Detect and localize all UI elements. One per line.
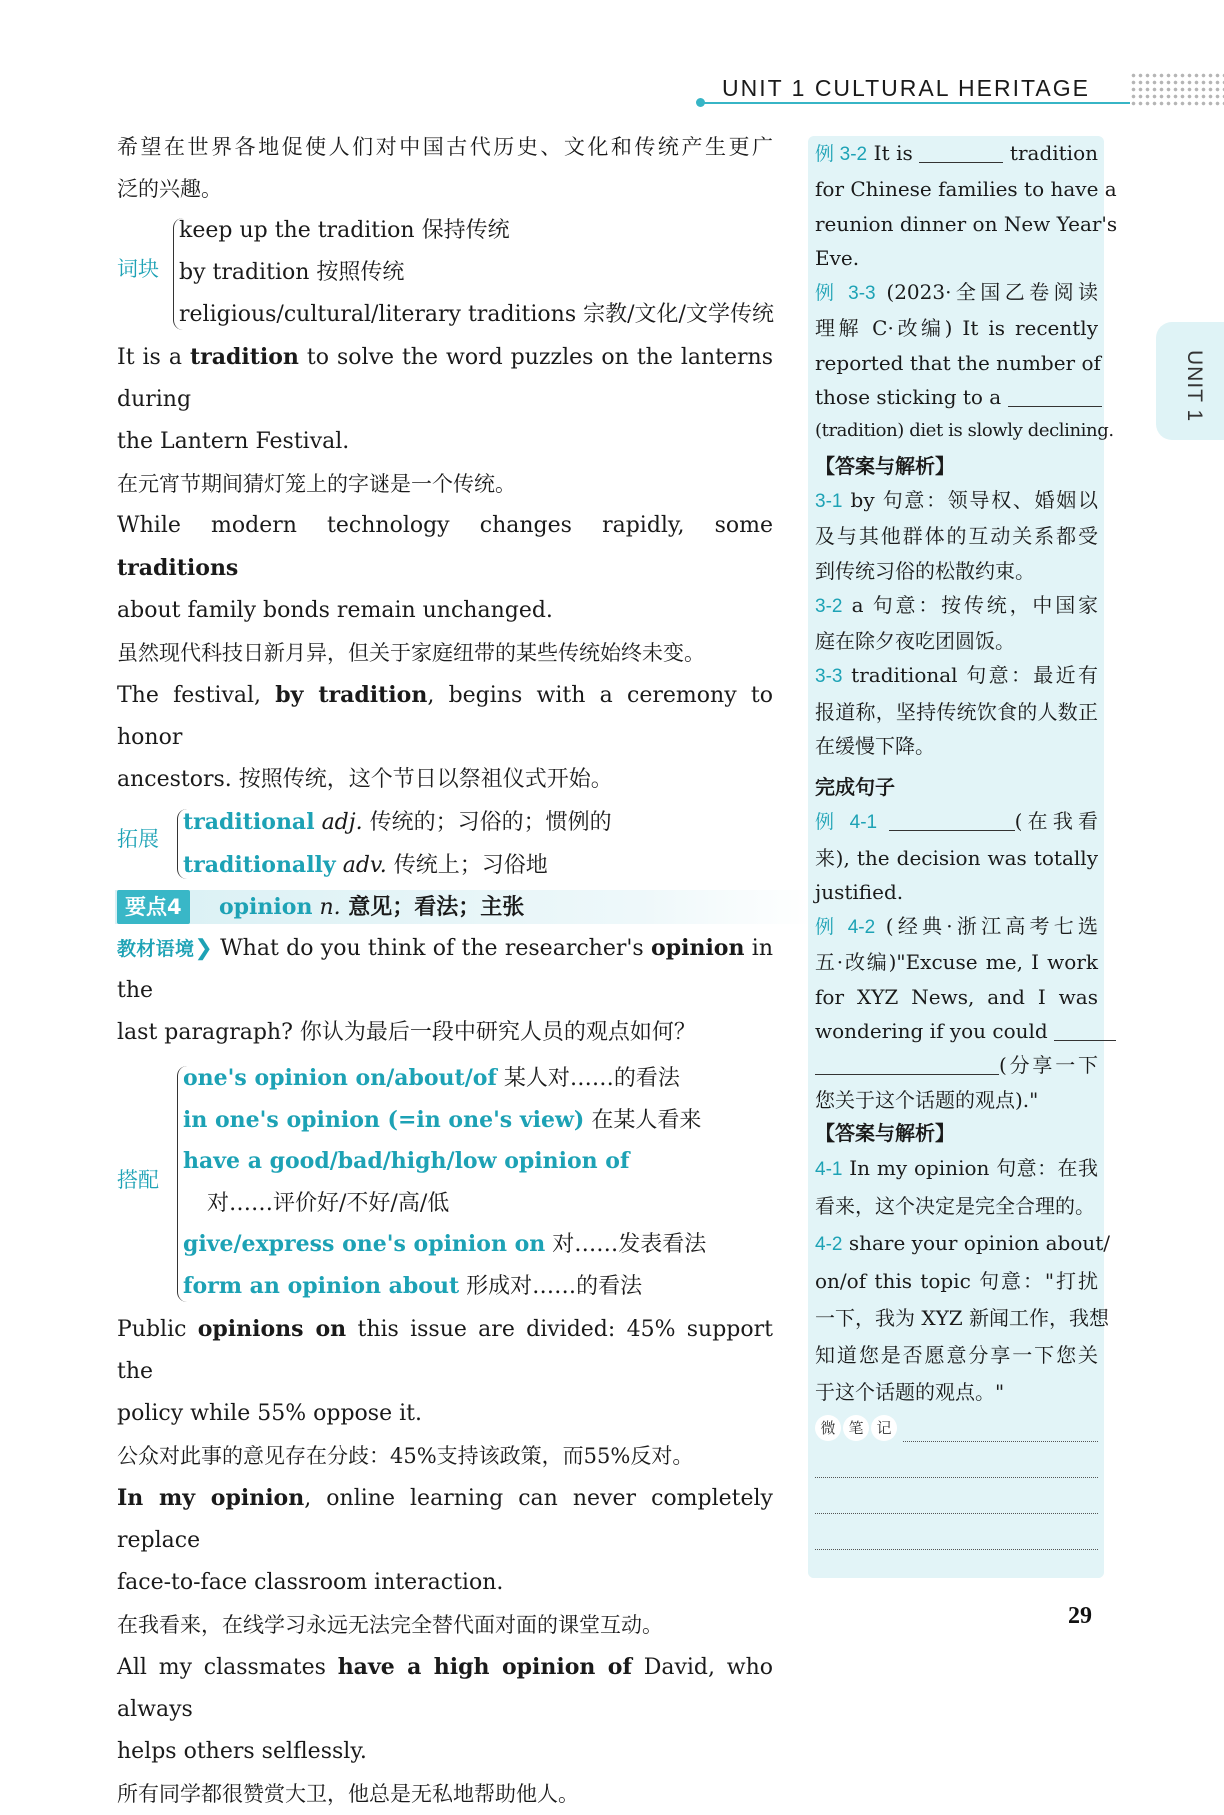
notes-line[interactable] (815, 1549, 1098, 1550)
dapei-item-3-meaning: 对……评价好/不好/高/低 (207, 1190, 450, 1216)
tuozhan-label: 拓展 (117, 827, 159, 851)
example-2-translation: 虽然现代科技日新月异，但关于家庭纽带的某些传统始终未变。 (117, 641, 705, 665)
notes-char: 记 (871, 1415, 897, 1441)
text: (经典·浙江高考七选 (885, 914, 1098, 939)
notes-char: 笔 (843, 1415, 869, 1441)
ciku-block (117, 210, 773, 336)
context-line-2: last paragraph? 你认为最后一段中研究人员的观点如何？ (117, 1020, 696, 1045)
context-line-1 (117, 927, 773, 1012)
intro-line-2: 泛的兴趣。 (117, 177, 222, 201)
keyword: opinions on (197, 1316, 347, 1342)
tuozhan-item-1 (183, 801, 773, 844)
dapei-item-3 (183, 1141, 773, 1183)
exercise-3-2-line-2: for Chinese families to have a (815, 177, 1117, 202)
text: traditional 句意：最近有 (851, 663, 1098, 688)
dapei-item-5 (183, 1266, 773, 1308)
context-label: 教材语境 (117, 938, 195, 960)
key-point-heading (117, 887, 773, 927)
answer-box-2 (808, 1112, 1111, 1578)
answer-4-2-line-3: 一下，我为 XYZ 新闻工作，我想 (815, 1306, 1110, 1331)
text: It is a (117, 345, 190, 370)
meaning: 在某人看来 (584, 1107, 702, 1133)
text: Public (117, 1317, 198, 1342)
example-5-line-2: face-to-face classroom interaction. (117, 1570, 504, 1595)
header-rule (700, 102, 1130, 104)
headword-meaning: 意见；看法；主张 (340, 894, 525, 920)
ciku-label: 词块 (117, 257, 159, 281)
answer-3-1-line-2: 及与其他群体的互动关系都受 (815, 524, 1098, 549)
text: David, who always (117, 1655, 773, 1722)
answer-label: 4-1 (815, 1159, 843, 1181)
answer-3-3-line-1 (815, 658, 1098, 694)
unit-side-tab-label: UNIT 1 (1183, 350, 1206, 423)
notes-char: 微 (815, 1415, 841, 1441)
keyword: have a high opinion of (337, 1654, 632, 1680)
text: The festival, (117, 683, 276, 708)
exercise-4-1-line-1 (815, 804, 1098, 840)
exercise-label: 例 4-1 (815, 812, 878, 834)
meaning: 传统上；习俗地 (386, 853, 548, 878)
meaning: 形成对……的看法 (459, 1273, 643, 1299)
ciku-item: religious/cultural/literary traditions 宗教/文化/文学传统 (179, 302, 774, 327)
text: It is (873, 141, 913, 165)
answer-section-title: 【答案与解析】 (815, 1121, 955, 1145)
answer-4-1-line-2: 看来，这个决定是完全合理的。 (815, 1194, 1095, 1219)
keyword: tradition (189, 344, 299, 370)
notes-line[interactable] (815, 1477, 1098, 1478)
keyword: traditions (117, 555, 239, 581)
chevron-right-icon: ❯ (194, 936, 213, 961)
keyword: opinion (651, 935, 745, 961)
answer-blank[interactable] (919, 143, 1003, 163)
answer-4-2-line-2: on/of this topic 句意："打扰 (815, 1269, 1098, 1294)
header-dot-pattern (1130, 72, 1224, 106)
answer-label: 3-2 (815, 595, 843, 617)
example-6-translation: 所有同学都很赞赏大卫，他总是无私地帮助他人。 (117, 1782, 579, 1806)
answer-label: 3-3 (815, 666, 843, 688)
answer-4-1-line-1 (815, 1150, 1098, 1188)
text: this issue are divided: 45% support the (117, 1317, 773, 1384)
dapei-item-4 (183, 1224, 773, 1266)
example-4-translation: 公众对此事的意见存在分歧：45%支持该政策，而55%反对。 (117, 1444, 694, 1468)
notes-line[interactable] (815, 1513, 1098, 1514)
exercise-3-2-line-3: reunion dinner on New Year's (815, 211, 1118, 236)
header-title: UNIT 1 CULTURAL HERITAGE (722, 75, 1090, 101)
headword: opinion (219, 894, 313, 920)
tuozhan-block (117, 801, 773, 885)
phrase: have a good/bad/high/low opinion of (183, 1148, 630, 1174)
part-of-speech: n. (319, 895, 341, 920)
meaning: 某人对……的看法 (496, 1066, 680, 1091)
key-point-badge: 要点4 (117, 890, 190, 924)
example-6-line-1 (117, 1646, 773, 1731)
complete-section-title: 完成句子 (815, 775, 895, 799)
example-3-line-1 (117, 674, 773, 759)
ciku-item: keep up the tradition 保持传统 (179, 218, 510, 243)
answer-blank[interactable] (815, 1055, 999, 1075)
text: , online learning can never completely replace (117, 1486, 773, 1553)
notes-area (815, 1415, 1098, 1535)
example-1-line-1 (117, 336, 773, 421)
text: All my classmates (117, 1655, 338, 1680)
phrase: form an opinion about (183, 1272, 460, 1299)
example-4-line-1 (117, 1308, 773, 1393)
text: by 句意：领导权、婚姻以 (850, 487, 1098, 512)
keyword: by tradition (275, 682, 428, 708)
notes-line[interactable] (903, 1441, 1098, 1442)
exercise-4-1-line-2: 来), the decision was totally (815, 845, 1098, 870)
example-1-translation: 在元宵节期间猜灯笼上的字谜是一个传统。 (117, 472, 516, 496)
text: , begins with a ceremony to honor (117, 683, 773, 750)
part-of-speech: adj. (321, 810, 363, 835)
unit-side-tab (1156, 322, 1224, 440)
text: tradition (1009, 141, 1098, 165)
example-2-line-2: about family bonds remain unchanged. (117, 598, 553, 623)
exercise-4-2-line-6: 您关于这个话题的观点)." (815, 1087, 1039, 1112)
text: share your opinion about/ (848, 1231, 1111, 1256)
dapei-item-1 (183, 1058, 773, 1100)
key-point-title (219, 890, 524, 925)
answer-3-3-line-2: 报道称，坚持传统饮食的人数正 (815, 699, 1098, 724)
sentence-completion-section (815, 770, 1098, 1117)
meaning: 传统的；习俗的；惯例的 (362, 810, 612, 835)
answer-3-3-line-3: 在缓慢下降。 (815, 734, 935, 759)
exercise-4-1-line-3: justified. (815, 879, 904, 904)
exercise-label: 例 4-2 (815, 917, 876, 939)
example-5-line-1 (117, 1477, 773, 1562)
answer-label: 3-1 (815, 490, 843, 512)
main-column (117, 126, 773, 1815)
exercise-3-3-line-2: 理解 C·改编) It is recently (815, 316, 1098, 341)
text: those sticking to a (815, 385, 1002, 410)
intro-line-1: 希望在世界各地促使人们对中国古代历史、文化和传统产生更广 (117, 135, 773, 159)
exercise-3-3-line-1 (815, 275, 1098, 311)
text: a 句意：按传统，中国家 (851, 592, 1099, 617)
exercise-sidebar-content (815, 136, 1118, 763)
example-5-translation: 在我看来，在线学习永远无法完全替代面对面的课堂互动。 (117, 1613, 663, 1637)
dapei-item-2 (183, 1100, 773, 1142)
exercise-4-2-line-1 (815, 909, 1098, 945)
part-of-speech: adv. (342, 853, 387, 878)
text: What do you think of the researcher's (212, 936, 652, 961)
text: In my opinion 句意：在我 (849, 1156, 1098, 1181)
exercise-3-3-line-4 (815, 380, 1098, 414)
answer-4-2-line-5: 于这个话题的观点。" (815, 1380, 1005, 1405)
exercise-3-3-line-3: reported that the number of (815, 350, 1101, 375)
answer-3-1-line-1 (815, 483, 1098, 519)
answer-box-2-content (815, 1116, 1111, 1535)
exercise-3-2-line-4: Eve. (815, 245, 860, 270)
ciku-item: by tradition 按照传统 (179, 260, 405, 285)
text: wondering if you could (815, 1019, 1048, 1044)
exercise-3-3-line-5: (tradition) diet is slowly declining. (815, 420, 1114, 442)
text: (2023·全国乙卷阅读 (886, 280, 1099, 305)
exercise-label: 例 3-2 (815, 144, 868, 165)
text: While modern technology changes rapidly, some (117, 513, 773, 538)
tuozhan-item-2 (183, 844, 773, 887)
exercise-4-2-line-5 (815, 1048, 1098, 1082)
answer-4-2-line-1 (815, 1225, 1111, 1263)
example-1-line-2: the Lantern Festival. (117, 429, 350, 454)
answer-blank[interactable] (1054, 1021, 1116, 1041)
dapei-items (183, 1058, 773, 1307)
phrase: one's opinion on/about/of (183, 1065, 497, 1091)
derived-word: traditionally (183, 852, 336, 878)
phrase: in one's opinion (=in one's view) (183, 1106, 585, 1133)
example-4-line-2: policy while 55% oppose it. (117, 1401, 422, 1426)
dapei-block (117, 1058, 773, 1308)
tuozhan-items (183, 801, 773, 887)
answer-blank[interactable] (1008, 387, 1102, 407)
text: (在我看 (1014, 809, 1098, 834)
answer-4-2-line-4: 知道您是否愿意分享一下您关 (815, 1343, 1098, 1368)
text: (分享一下 (999, 1053, 1098, 1078)
exercise-label: 例 3-3 (815, 283, 876, 305)
exercise-4-2-line-4 (815, 1014, 1098, 1048)
example-3-line-2: ancestors. 按照传统，这个节日以祭祖仪式开始。 (117, 767, 613, 792)
answer-3-1-line-3: 到传统习俗的松散约束。 (815, 558, 1035, 583)
answer-3-2-line-1 (815, 588, 1098, 624)
ciku-items (179, 210, 779, 336)
answer-label: 4-2 (815, 1234, 843, 1256)
example-2-line-1 (117, 505, 773, 590)
running-header (700, 72, 1224, 112)
exercise-3-2-line-1 (815, 136, 1098, 172)
answer-blank[interactable] (889, 811, 1015, 831)
answer-section-title: 【答案与解析】 (815, 453, 955, 478)
page-number: 29 (1068, 1603, 1092, 1629)
answer-3-2-line-2: 庭在除夕夜吃团圆饭。 (815, 629, 1015, 654)
exercise-4-2-line-2: 五·改编)"Excuse me, I work (815, 950, 1098, 975)
phrase: give/express one's opinion on (183, 1231, 546, 1257)
example-6-line-2: helps others selflessly. (117, 1739, 367, 1764)
text: in the (117, 936, 773, 1003)
keyword: In my opinion (117, 1485, 305, 1511)
text: to solve the word puzzles on the lanterns during (117, 345, 774, 412)
derived-word: traditional (183, 809, 315, 835)
meaning: 对……发表看法 (545, 1232, 707, 1257)
dapei-label: 搭配 (117, 1168, 159, 1192)
exercise-4-2-line-3: for XYZ News, and I was (815, 984, 1098, 1009)
